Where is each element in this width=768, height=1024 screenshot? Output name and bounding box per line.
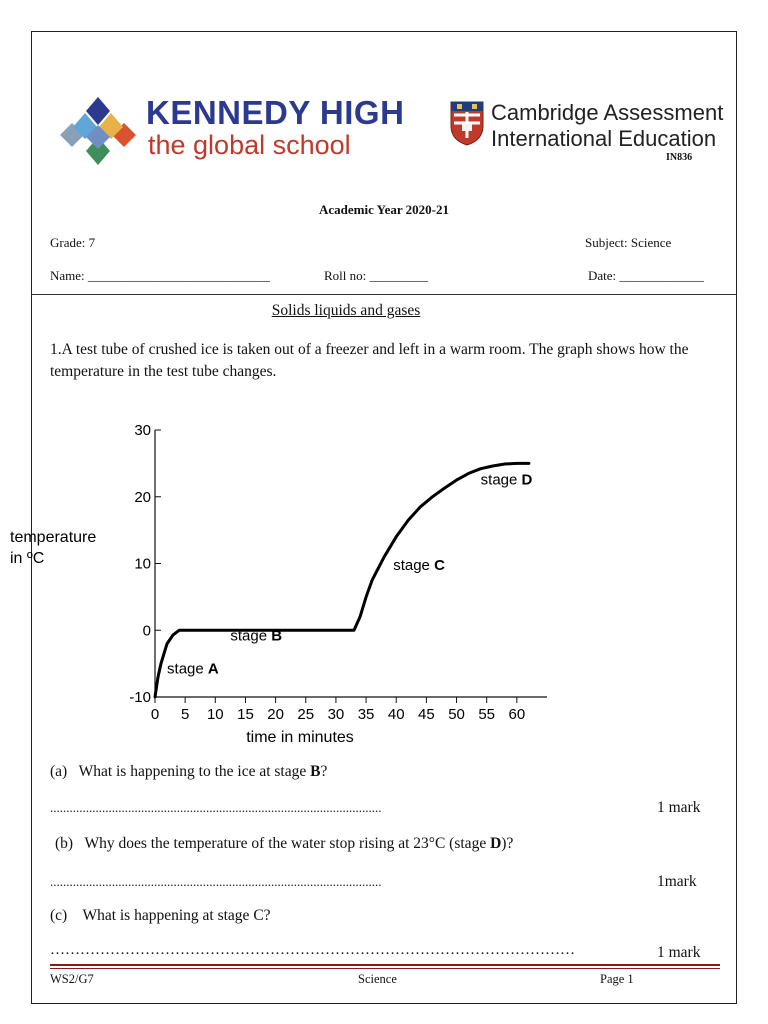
footer-code: WS2/G7 xyxy=(50,972,94,986)
footer-rule xyxy=(50,964,720,966)
y-tick-label: 0 xyxy=(142,622,151,640)
question-b-text: Why does the temperature of the water stop rising at 23°C (stage xyxy=(84,835,491,852)
y-tick-label: 10 xyxy=(134,555,151,573)
stage-label: stage D xyxy=(480,471,533,489)
x-tick-label: 40 xyxy=(387,706,405,723)
header-divider xyxy=(31,294,737,295)
y-tick-label: -10 xyxy=(129,689,151,706)
footer-rule-thin xyxy=(50,968,720,969)
school-logo-icon xyxy=(58,95,138,167)
answer-line-c[interactable]: …………………………………………………………………………………………… xyxy=(50,942,575,958)
roll-field: Roll no: _________ xyxy=(324,268,429,283)
stage-label: stage B xyxy=(230,627,283,645)
y-axis-label-line2: in ºC xyxy=(10,550,45,567)
stage-label: stage C xyxy=(393,557,445,575)
x-tick-label: 10 xyxy=(206,706,224,723)
date-field: Date: _____________ xyxy=(588,268,704,283)
y-axis-label-line1: temperature xyxy=(10,529,97,546)
question-b-suffix: )? xyxy=(501,835,514,852)
x-tick-label: 30 xyxy=(327,706,345,723)
grade-label: Grade: 7 xyxy=(50,235,96,250)
center-code: IN836 xyxy=(666,152,693,163)
question-a-prefix: (a) xyxy=(50,763,68,780)
school-name: KENNEDY HIGH xyxy=(146,94,405,131)
question-1-intro: 1.A test tube of crushed ice is taken out of a freezer and left in a warm room. The graph shows how the temperature in the test tube changes. xyxy=(50,341,689,380)
footer-subject: Science xyxy=(358,972,397,986)
footer-page: Page 1 xyxy=(600,972,634,986)
name-field: Name: ____________________________ xyxy=(50,268,270,283)
y-tick-label: 20 xyxy=(134,488,151,506)
x-tick-label: 45 xyxy=(418,706,435,723)
subject-label: Subject: Science xyxy=(585,235,672,250)
marks-b: 1mark xyxy=(657,873,697,890)
x-tick-label: 5 xyxy=(180,706,190,723)
question-c-text: What is happening at stage C? xyxy=(82,907,271,924)
school-tagline: the global school xyxy=(148,130,351,160)
question-b-prefix: (b) xyxy=(55,835,74,852)
question-b xyxy=(55,833,513,855)
question-a-text: What is happening to the ice at stage xyxy=(78,763,311,780)
answer-line-a[interactable]: ...................................................................................................... xyxy=(50,800,382,815)
x-axis-label: time in minutes xyxy=(246,729,354,746)
question-c-prefix: (c) xyxy=(50,907,68,924)
question-a-suffix: ? xyxy=(320,763,328,780)
x-tick-label: 55 xyxy=(478,706,496,723)
cambridge-line2: International Education xyxy=(491,126,717,151)
x-tick-label: 15 xyxy=(237,706,254,723)
question-c xyxy=(50,905,271,927)
stage-letter: C xyxy=(434,557,445,575)
question-a-bold: B xyxy=(310,763,321,780)
stage-label: stage A xyxy=(167,660,219,678)
question-a xyxy=(50,761,327,783)
y-tick-label: 30 xyxy=(134,422,151,439)
answer-line-b[interactable]: ...................................................................................................... xyxy=(50,874,382,889)
stage-letter: A xyxy=(207,660,219,678)
x-tick-label: 60 xyxy=(508,706,526,723)
temperature-chart xyxy=(10,410,580,750)
stage-letter: D xyxy=(521,471,533,489)
cambridge-line1: Cambridge Assessment xyxy=(491,100,724,125)
x-tick-label: 20 xyxy=(267,706,284,723)
x-tick-label: 25 xyxy=(297,706,315,723)
x-tick-label: 50 xyxy=(448,706,465,723)
marks-c: 1 mark xyxy=(657,944,701,961)
stage-letter: B xyxy=(271,627,283,645)
topic-title: Solids liquids and gases xyxy=(271,302,421,319)
x-tick-label: 35 xyxy=(357,706,375,723)
marks-a: 1 mark xyxy=(657,799,701,816)
x-tick-label: 0 xyxy=(150,706,160,723)
question-b-bold: D xyxy=(490,835,502,852)
academic-year: Academic Year 2020-21 xyxy=(319,202,449,217)
